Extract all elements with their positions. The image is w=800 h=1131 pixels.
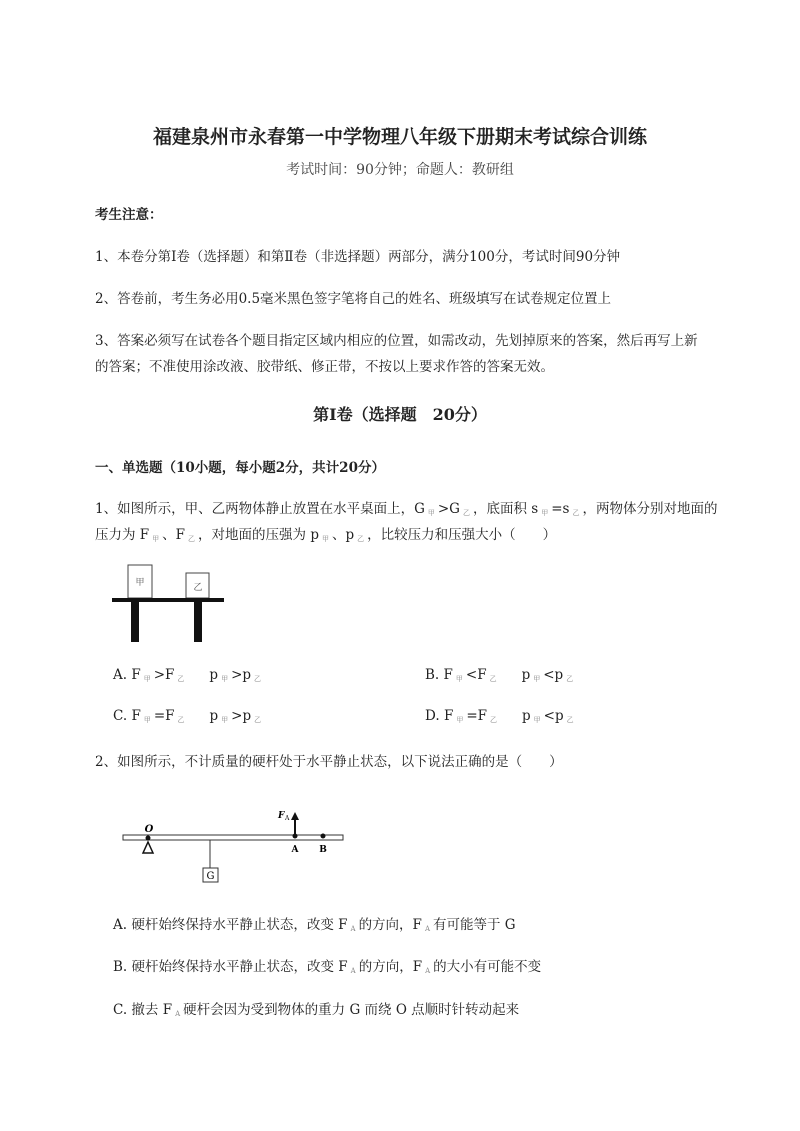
q1-option-d[interactable]: D. F $_甲$ =F $_乙$ p $_甲$ <p $_乙$ (425, 708, 574, 724)
notice-item: 1、本卷分第Ⅰ卷（选择题）和第Ⅱ卷（非选择题）两部分，满分100分，考试时间90分钟 (95, 249, 621, 265)
notice-item: 的答案；不准使用涂改液、胶带纸、修正带，不按以上要求作答的答案无效。 (95, 359, 554, 375)
svg-text:G: G (206, 871, 215, 882)
svg-text:A: A (285, 815, 290, 822)
svg-text:O: O (144, 824, 154, 835)
notice-item: 2、答卷前，考生务必用0.5毫米黑色签字笔将自己的姓名、班级填写在试卷规定位置上 (95, 291, 612, 307)
q1-stem-line2: 压力为 F $_甲$ 、F $_乙$ ，对地面的压强为 p $_甲$ 、p $_乙$ ，比较压力和压强大小（ ） (95, 527, 557, 543)
q1-option-a[interactable]: A. F $_甲$ >F $_乙$ p $_甲$ >p $_乙$ (113, 667, 262, 683)
q2-option-b[interactable]: B. 硬杆始终保持水平静止状态，改变 F $_A$ 的方向，F $_A$ 的大小有可能不变 (113, 959, 542, 975)
q2-stem: 2、如图所示，不计质量的硬杆处于水平静止状态，以下说法正确的是（ ） (95, 754, 563, 770)
q2-option-a[interactable]: A. 硬杆始终保持水平静止状态，改变 F $_A$ 的方向，F $_A$ 有可能等于 G (113, 917, 516, 933)
part-heading: 一、单选题（10小题，每小题2分，共计20分） (95, 460, 385, 476)
q1-option-b[interactable]: B. F $_甲$ <F $_乙$ p $_甲$ <p $_乙$ (425, 667, 574, 683)
q2-option-c[interactable]: C. 撤去 F $_A$ 硬杆会因为受到物体的重力 G 而绕 O 点顺时针转动起来 (113, 1002, 520, 1018)
svg-text:甲: 甲 (135, 578, 145, 588)
exam-title: 福建泉州市永春第一中学物理八年级下册期末考试综合训练 (152, 126, 647, 148)
q2-figure-lever (118, 800, 348, 890)
notice-item: 3、答案必须写在试卷各个题目指定区域内相应的位置，如需改动，先划掉原来的答案，然后再写上新 (95, 333, 698, 349)
svg-text:A: A (291, 845, 299, 855)
q1-stem-line1: 1、如图所示，甲、乙两物体静止放置在水平桌面上，G $_甲$ >G $_乙$ ，底面积 s $_甲$ =s $_乙$ ，两物体分别对地面的 (95, 501, 718, 517)
q1-option-c[interactable]: C. F $_甲$ =F $_乙$ p $_甲$ >p $_乙$ (113, 708, 262, 724)
svg-text:B: B (319, 845, 327, 855)
q1-figure-table (110, 560, 230, 642)
svg-text:乙: 乙 (193, 583, 203, 593)
notice-heading: 考生注意： (95, 207, 163, 223)
section-title: 第Ⅰ卷（选择题 20分） (313, 405, 487, 424)
exam-subtitle: 考试时间：90分钟；命题人：教研组 (286, 162, 514, 178)
svg-text:F: F (278, 811, 285, 821)
